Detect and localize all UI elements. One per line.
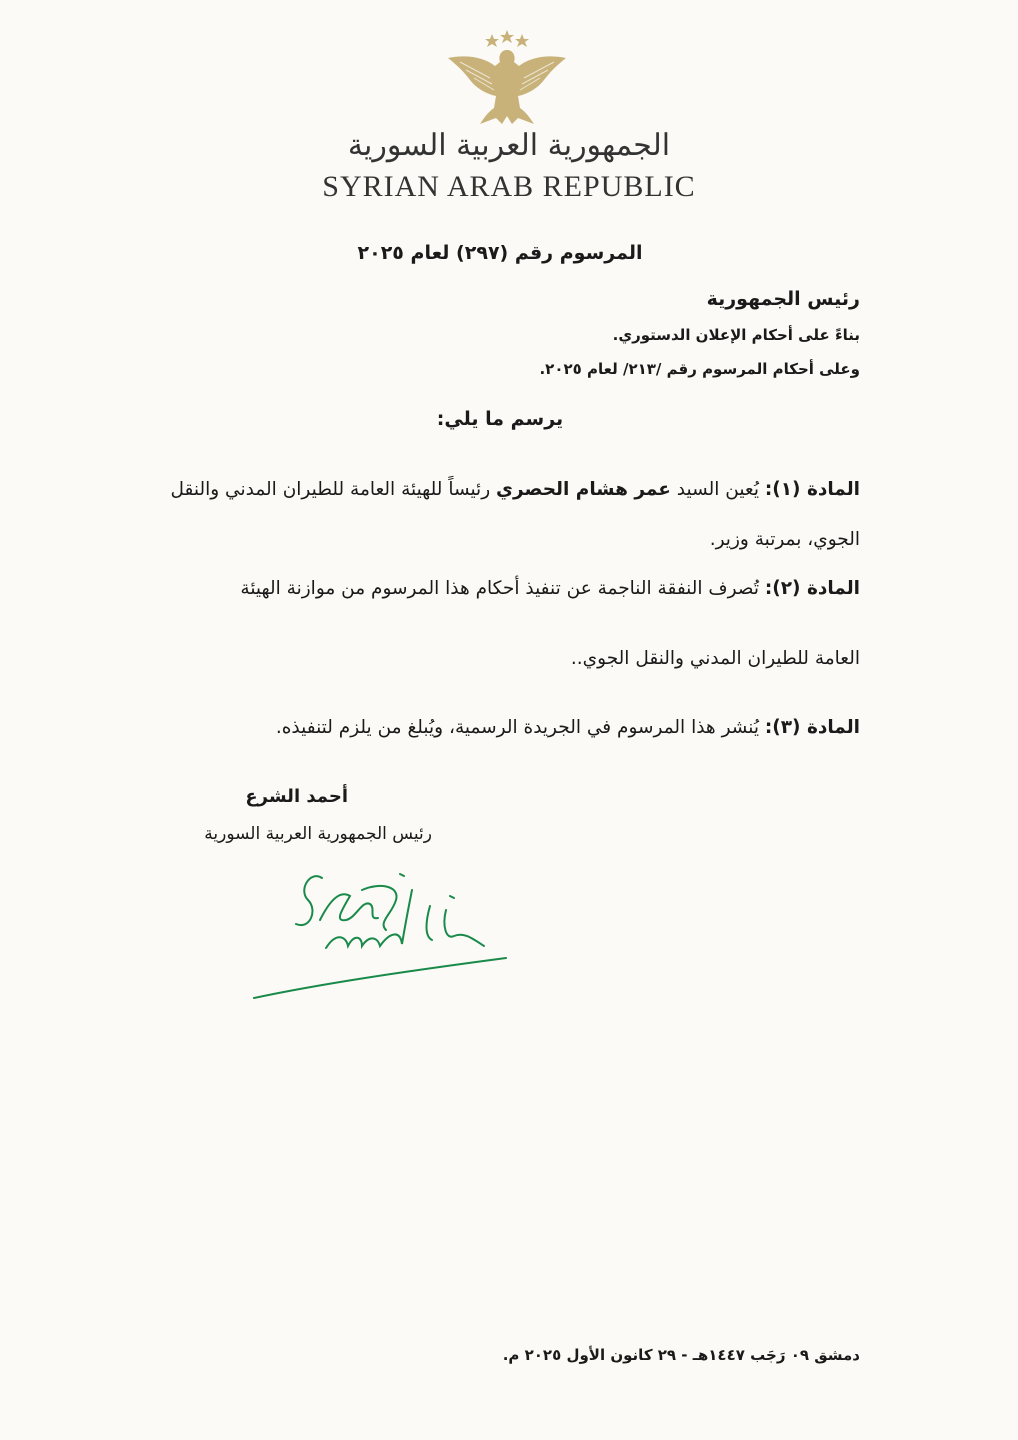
article-text: رئيساً للهيئة العامة للطيران المدني والنقل: [170, 479, 497, 500]
preamble-line-2: وعلى أحكام المرسوم رقم /٢١٣/ لعام ٢٠٢٥.: [539, 360, 860, 378]
eagle-emblem: [440, 28, 575, 128]
preamble-line-1: بناءً على أحكام الإعلان الدستوري.: [612, 326, 860, 344]
article-1: [140, 478, 860, 502]
article-3: [140, 716, 860, 740]
article-text: يُعين السيد: [670, 479, 765, 500]
article-label: المادة (٢):: [764, 578, 860, 599]
article-label: المادة (٣):: [764, 717, 860, 738]
country-name-arabic: الجمهورية العربية السورية: [347, 128, 671, 163]
decrees-heading: يرسم ما يلي:: [436, 408, 564, 430]
issuer-heading: رئيس الجمهورية: [706, 288, 860, 310]
article-text: تُصرف النفقة الناجمة عن تنفيذ أحكام هذا المرسوم من موازنة الهيئة: [240, 578, 765, 599]
article-1-continuation: الجوي، بمرتبة وزير.: [709, 529, 860, 550]
decree-title: المرسوم رقم (٢٩٧) لعام ٢٠٢٥: [357, 242, 643, 264]
signatory-name: أحمد الشرع: [245, 786, 348, 807]
signatory-title: رئيس الجمهورية العربية السورية: [204, 824, 432, 844]
country-name-english: SYRIAN ARAB REPUBLIC: [322, 170, 696, 203]
appointee-name: عمر هشام الحصري: [496, 479, 671, 500]
article-2-continuation: العامة للطيران المدني والنقل الجوي..: [570, 648, 860, 669]
date-line: دمشق ٠٩ رَجَب ١٤٤٧هـ - ٢٩ كانون الأول ٢٠٢٥ م.: [502, 1346, 860, 1364]
article-2: [140, 577, 860, 601]
article-text: يُنشر هذا المرسوم في الجريدة الرسمية، ويُبلغ من يلزم لتنفيذه.: [275, 717, 765, 738]
article-label: المادة (١):: [764, 479, 860, 500]
handwritten-signature: [250, 860, 510, 1005]
